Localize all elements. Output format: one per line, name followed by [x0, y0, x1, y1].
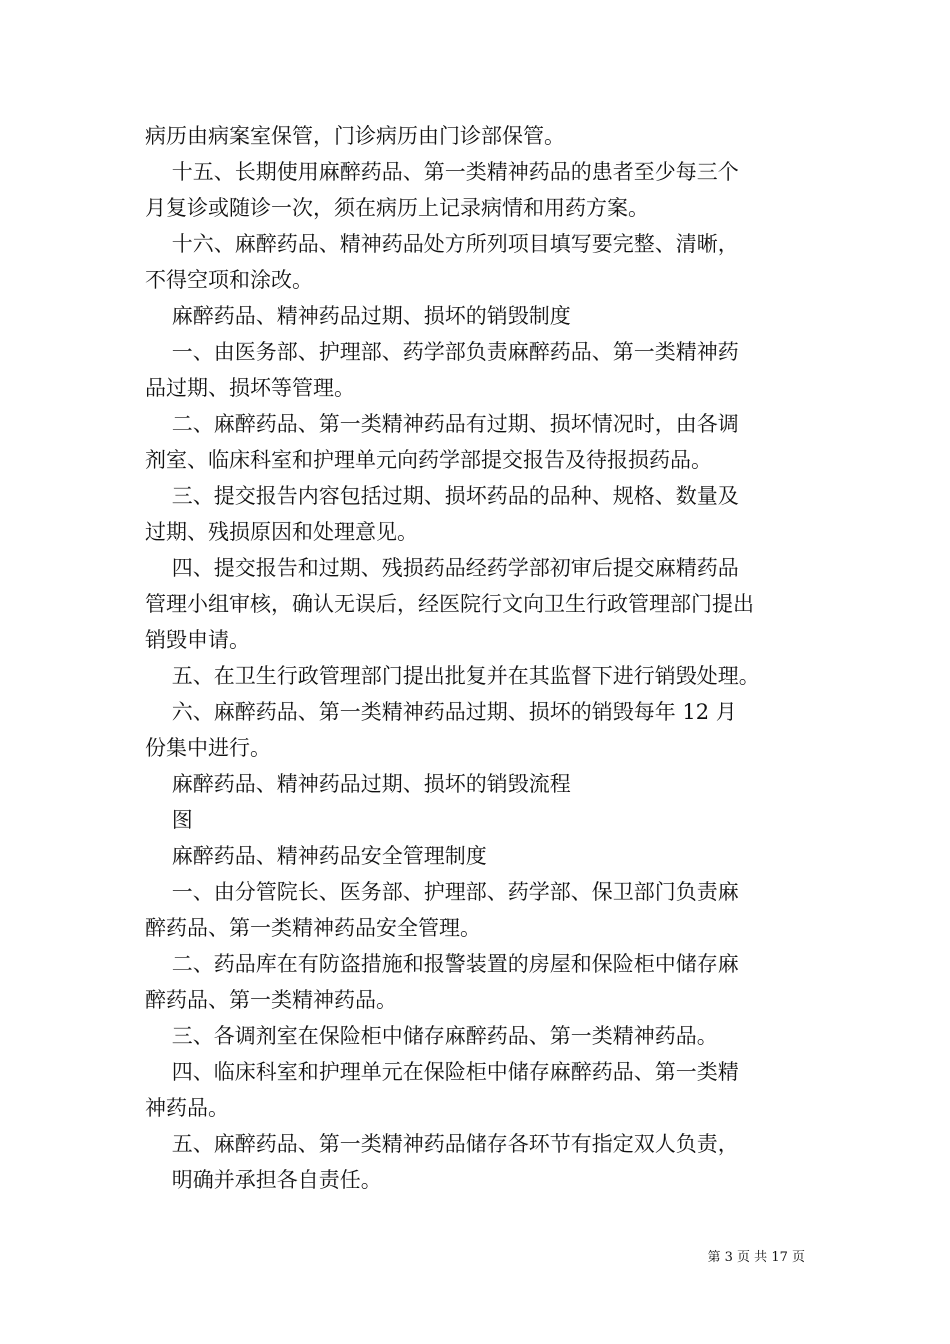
text-line: 明确并承担各自责任。 [145, 1168, 382, 1192]
text-line: 五、麻醉药品、第一类精神药品储存各环节有指定双人负责， [145, 1132, 739, 1156]
text-line: 不得空项和涂改。 [145, 268, 313, 292]
text-line: 醉药品、第一类精神药品安全管理。 [145, 916, 481, 940]
section-heading: 麻醉药品、精神药品过期、损坏的销毁流程 [145, 772, 571, 796]
document-body [145, 118, 810, 1198]
text-line: 醉药品、第一类精神药品。 [145, 988, 397, 1012]
text-line: 三、各调剂室在保险柜中储存麻醉药品、第一类精神药品。 [145, 1024, 718, 1048]
text-line: 一、由分管院长、医务部、护理部、药学部、保卫部门负责麻 [145, 880, 739, 904]
text-line: 病历由病案室保管，门诊病历由门诊部保管。 [145, 124, 565, 148]
text-line: 五、在卫生行政管理部门提出批复并在其监督下进行销毁处理。 [145, 664, 760, 688]
figure-placeholder: 图 [145, 808, 193, 832]
text-line: 三、提交报告内容包括过期、损坏药品的品种、规格、数量及 [145, 484, 739, 508]
text-line: 月复诊或随诊一次，须在病历上记录病情和用药方案。 [145, 196, 649, 220]
text-line: 二、药品库在有防盗措施和报警装置的房屋和保险柜中储存麻 [145, 952, 739, 976]
text-line: 品过期、损坏等管理。 [145, 376, 355, 400]
text-line: 销毁申请。 [145, 628, 250, 652]
text-line: 神药品。 [145, 1096, 229, 1120]
text-line: 一、由医务部、护理部、药学部负责麻醉药品、第一类精神药 [145, 340, 739, 364]
page-number: 第 3 页 共 17 页 [707, 1250, 805, 1265]
section-heading: 麻醉药品、精神药品过期、损坏的销毁制度 [145, 304, 571, 328]
text-line: 二、麻醉药品、第一类精神药品有过期、损坏情况时，由各调 [145, 412, 739, 436]
text-line: 过期、残损原因和处理意见。 [145, 520, 418, 544]
text-line: 六、麻醉药品、第一类精神药品过期、损坏的销毁每年 12 月 [145, 700, 737, 724]
text-line: 十五、长期使用麻醉药品、第一类精神药品的患者至少每三个 [145, 160, 739, 184]
text-line: 十六、麻醉药品、精神药品处方所列项目填写要完整、清晰， [145, 232, 739, 256]
text-line: 剂室、临床科室和护理单元向药学部提交报告及待报损药品。 [145, 448, 712, 472]
text-line: 四、提交报告和过期、残损药品经药学部初审后提交麻精药品 [145, 556, 739, 580]
text-line: 份集中进行。 [145, 736, 271, 760]
text-line: 管理小组审核，确认无误后，经医院行文向卫生行政管理部门提出 [145, 592, 754, 616]
text-line: 四、临床科室和护理单元在保险柜中储存麻醉药品、第一类精 [145, 1060, 739, 1084]
section-heading: 麻醉药品、精神药品安全管理制度 [145, 844, 487, 868]
